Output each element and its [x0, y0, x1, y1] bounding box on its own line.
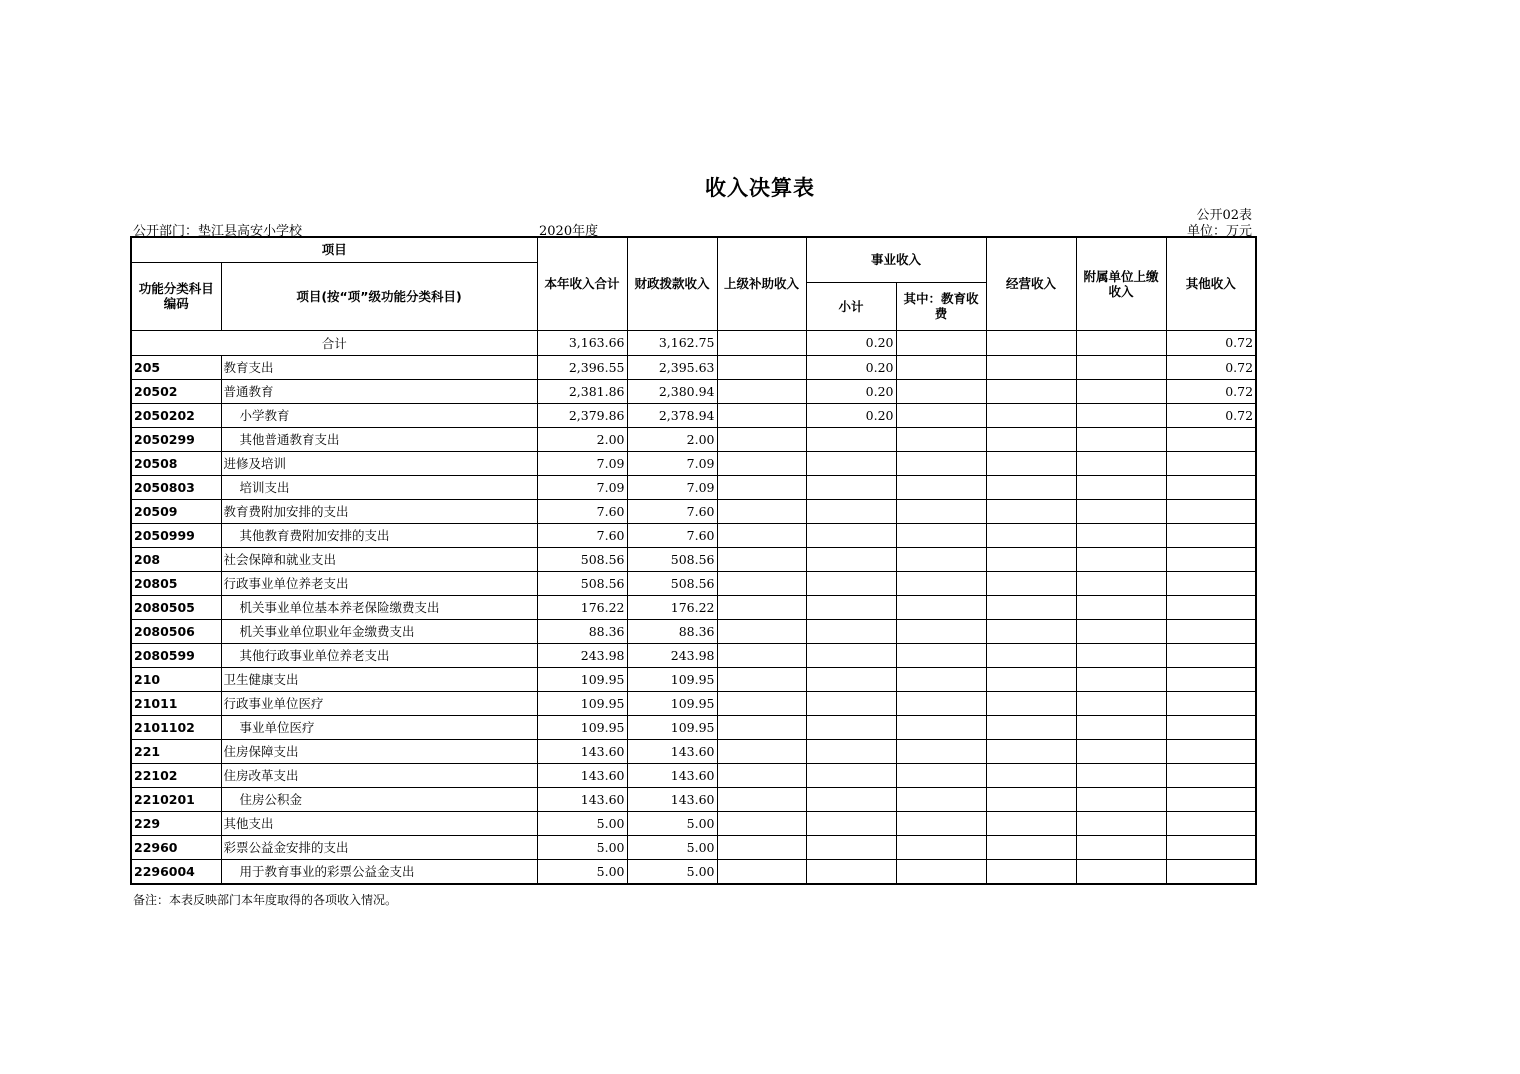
row-edu	[896, 523, 986, 547]
row-fiscal: 5.00	[627, 835, 717, 859]
row-operating	[986, 811, 1076, 835]
row-superior	[717, 835, 806, 859]
row-operating	[986, 355, 1076, 379]
table-row	[131, 739, 1256, 763]
footnote: 备注：本表反映部门本年度取得的各项收入情况。	[133, 893, 398, 907]
row-operating	[986, 379, 1076, 403]
total-total: 3,163.66	[537, 330, 627, 355]
row-edu	[896, 763, 986, 787]
row-other	[1166, 451, 1256, 475]
row-name: 用于教育事业的彩票公益金支出	[221, 859, 537, 884]
row-fiscal: 2.00	[627, 427, 717, 451]
row-fiscal: 508.56	[627, 571, 717, 595]
row-operating	[986, 451, 1076, 475]
row-operating	[986, 643, 1076, 667]
row-name: 住房公积金	[221, 787, 537, 811]
row-affiliated	[1076, 571, 1166, 595]
row-operating	[986, 595, 1076, 619]
row-affiliated	[1076, 451, 1166, 475]
row-other	[1166, 643, 1256, 667]
row-affiliated	[1076, 379, 1166, 403]
row-superior	[717, 691, 806, 715]
row-fiscal: 7.60	[627, 499, 717, 523]
row-subtotal	[806, 643, 896, 667]
table-row	[131, 523, 1256, 547]
header-affiliated: 附属单位上缴收入	[1076, 237, 1166, 330]
row-superior	[717, 355, 806, 379]
row-code: 2050803	[131, 475, 221, 499]
header-total: 本年收入合计	[537, 237, 627, 330]
row-code: 20502	[131, 379, 221, 403]
row-other	[1166, 835, 1256, 859]
row-operating	[986, 835, 1076, 859]
row-name: 小学教育	[221, 403, 537, 427]
table-row	[131, 403, 1256, 427]
row-code: 2080506	[131, 619, 221, 643]
row-total: 5.00	[537, 835, 627, 859]
row-subtotal: 0.20	[806, 355, 896, 379]
row-subtotal: 0.20	[806, 379, 896, 403]
row-fiscal: 109.95	[627, 715, 717, 739]
row-total: 243.98	[537, 643, 627, 667]
row-fiscal: 143.60	[627, 763, 717, 787]
row-subtotal	[806, 667, 896, 691]
row-operating	[986, 739, 1076, 763]
row-other	[1166, 859, 1256, 884]
row-other	[1166, 547, 1256, 571]
row-operating	[986, 763, 1076, 787]
row-name: 彩票公益金安排的支出	[221, 835, 537, 859]
table-row	[131, 595, 1256, 619]
row-subtotal	[806, 523, 896, 547]
row-name: 其他教育费附加安排的支出	[221, 523, 537, 547]
table-row	[131, 451, 1256, 475]
row-code: 221	[131, 739, 221, 763]
row-total: 109.95	[537, 667, 627, 691]
row-subtotal	[806, 451, 896, 475]
row-total: 2,396.55	[537, 355, 627, 379]
row-total: 7.60	[537, 523, 627, 547]
row-total: 2,381.86	[537, 379, 627, 403]
row-name: 事业单位医疗	[221, 715, 537, 739]
row-code: 2080599	[131, 643, 221, 667]
row-name: 教育支出	[221, 355, 537, 379]
row-name: 行政事业单位医疗	[221, 691, 537, 715]
table-row	[131, 475, 1256, 499]
row-other: 0.72	[1166, 403, 1256, 427]
row-edu	[896, 403, 986, 427]
total-superior	[717, 330, 806, 355]
row-edu	[896, 859, 986, 884]
row-subtotal	[806, 571, 896, 595]
table-row	[131, 499, 1256, 523]
total-row	[131, 330, 1256, 355]
row-subtotal	[806, 595, 896, 619]
row-affiliated	[1076, 475, 1166, 499]
table-row	[131, 571, 1256, 595]
table-row	[131, 379, 1256, 403]
row-edu	[896, 811, 986, 835]
row-edu	[896, 667, 986, 691]
row-total: 2,379.86	[537, 403, 627, 427]
row-code: 229	[131, 811, 221, 835]
row-subtotal	[806, 427, 896, 451]
total-operating	[986, 330, 1076, 355]
row-other	[1166, 595, 1256, 619]
row-fiscal: 2,395.63	[627, 355, 717, 379]
row-total: 7.09	[537, 475, 627, 499]
row-subtotal	[806, 499, 896, 523]
row-code: 20509	[131, 499, 221, 523]
row-superior	[717, 619, 806, 643]
table-row	[131, 619, 1256, 643]
row-total: 508.56	[537, 547, 627, 571]
row-total: 143.60	[537, 787, 627, 811]
row-superior	[717, 523, 806, 547]
row-code: 20805	[131, 571, 221, 595]
row-affiliated	[1076, 355, 1166, 379]
row-subtotal	[806, 811, 896, 835]
table-row	[131, 859, 1256, 884]
row-edu	[896, 427, 986, 451]
row-edu	[896, 571, 986, 595]
header-business-edu: 其中：教育收费	[896, 282, 986, 330]
row-superior	[717, 499, 806, 523]
row-edu	[896, 835, 986, 859]
total-fiscal: 3,162.75	[627, 330, 717, 355]
row-total: 508.56	[537, 571, 627, 595]
row-operating	[986, 475, 1076, 499]
row-fiscal: 2,378.94	[627, 403, 717, 427]
row-code: 22102	[131, 763, 221, 787]
row-code: 2210201	[131, 787, 221, 811]
table-row	[131, 763, 1256, 787]
row-affiliated	[1076, 547, 1166, 571]
row-total: 5.00	[537, 859, 627, 884]
row-fiscal: 243.98	[627, 643, 717, 667]
row-operating	[986, 547, 1076, 571]
row-subtotal	[806, 691, 896, 715]
row-superior	[717, 427, 806, 451]
row-superior	[717, 643, 806, 667]
total-label: 合计	[131, 330, 537, 355]
row-code: 208	[131, 547, 221, 571]
row-name: 进修及培训	[221, 451, 537, 475]
row-other	[1166, 691, 1256, 715]
row-edu	[896, 619, 986, 643]
row-edu	[896, 475, 986, 499]
row-subtotal	[806, 715, 896, 739]
row-superior	[717, 859, 806, 884]
row-other	[1166, 715, 1256, 739]
header-other: 其他收入	[1166, 237, 1256, 330]
row-other	[1166, 475, 1256, 499]
row-name: 普通教育	[221, 379, 537, 403]
row-edu	[896, 451, 986, 475]
row-edu	[896, 595, 986, 619]
row-name: 住房保障支出	[221, 739, 537, 763]
row-affiliated	[1076, 835, 1166, 859]
table-row	[131, 547, 1256, 571]
row-other	[1166, 499, 1256, 523]
page-title: 收入决算表	[705, 176, 815, 200]
unit-label: 单位：万元	[1186, 224, 1252, 239]
row-other: 0.72	[1166, 379, 1256, 403]
row-affiliated	[1076, 859, 1166, 884]
row-total: 88.36	[537, 619, 627, 643]
table-code-label: 公开02表	[1196, 208, 1252, 223]
row-code: 22960	[131, 835, 221, 859]
row-operating	[986, 619, 1076, 643]
row-fiscal: 7.09	[627, 451, 717, 475]
row-other	[1166, 811, 1256, 835]
year-label: 2020年度	[539, 224, 599, 239]
table-row	[131, 667, 1256, 691]
row-superior	[717, 763, 806, 787]
row-subtotal	[806, 859, 896, 884]
row-operating	[986, 427, 1076, 451]
row-fiscal: 143.60	[627, 739, 717, 763]
row-superior	[717, 595, 806, 619]
row-affiliated	[1076, 595, 1166, 619]
table-row	[131, 691, 1256, 715]
total-business-subtotal: 0.20	[806, 330, 896, 355]
row-other	[1166, 787, 1256, 811]
row-name: 其他支出	[221, 811, 537, 835]
row-other	[1166, 667, 1256, 691]
row-code: 20508	[131, 451, 221, 475]
row-subtotal	[806, 787, 896, 811]
row-affiliated	[1076, 667, 1166, 691]
row-edu	[896, 739, 986, 763]
row-edu	[896, 715, 986, 739]
row-subtotal	[806, 547, 896, 571]
row-operating	[986, 691, 1076, 715]
income-table	[130, 236, 1257, 885]
row-fiscal: 143.60	[627, 787, 717, 811]
row-superior	[717, 403, 806, 427]
row-total: 143.60	[537, 739, 627, 763]
header-superior: 上级补助收入	[717, 237, 806, 330]
table-row	[131, 811, 1256, 835]
row-other	[1166, 571, 1256, 595]
row-other: 0.72	[1166, 355, 1256, 379]
row-total: 109.95	[537, 715, 627, 739]
row-operating	[986, 715, 1076, 739]
row-superior	[717, 667, 806, 691]
row-name: 住房改革支出	[221, 763, 537, 787]
row-total: 176.22	[537, 595, 627, 619]
row-affiliated	[1076, 427, 1166, 451]
total-affiliated	[1076, 330, 1166, 355]
table-row	[131, 715, 1256, 739]
table-row	[131, 643, 1256, 667]
department-label: 公开部门：垫江县高安小学校	[133, 224, 303, 239]
row-code: 2050299	[131, 427, 221, 451]
row-subtotal	[806, 475, 896, 499]
row-fiscal: 109.95	[627, 691, 717, 715]
row-edu	[896, 547, 986, 571]
row-other	[1166, 619, 1256, 643]
row-total: 7.60	[537, 499, 627, 523]
row-code: 21011	[131, 691, 221, 715]
row-fiscal: 5.00	[627, 859, 717, 884]
row-superior	[717, 715, 806, 739]
row-other	[1166, 427, 1256, 451]
row-superior	[717, 547, 806, 571]
row-superior	[717, 739, 806, 763]
header-func-code: 功能分类科目编码	[131, 262, 221, 330]
row-affiliated	[1076, 619, 1166, 643]
row-edu	[896, 643, 986, 667]
row-total: 2.00	[537, 427, 627, 451]
row-code: 2050202	[131, 403, 221, 427]
row-name: 卫生健康支出	[221, 667, 537, 691]
row-fiscal: 109.95	[627, 667, 717, 691]
row-code: 2296004	[131, 859, 221, 884]
table-row	[131, 787, 1256, 811]
row-other	[1166, 523, 1256, 547]
row-subtotal: 0.20	[806, 403, 896, 427]
row-code: 2101102	[131, 715, 221, 739]
row-total: 109.95	[537, 691, 627, 715]
row-fiscal: 2,380.94	[627, 379, 717, 403]
row-affiliated	[1076, 403, 1166, 427]
header-business-subtotal: 小计	[806, 282, 896, 330]
row-fiscal: 7.09	[627, 475, 717, 499]
row-superior	[717, 475, 806, 499]
row-fiscal: 7.60	[627, 523, 717, 547]
row-superior	[717, 787, 806, 811]
row-name: 机关事业单位基本养老保险缴费支出	[221, 595, 537, 619]
row-other	[1166, 763, 1256, 787]
row-name: 其他普通教育支出	[221, 427, 537, 451]
row-name: 培训支出	[221, 475, 537, 499]
row-fiscal: 88.36	[627, 619, 717, 643]
row-superior	[717, 379, 806, 403]
row-affiliated	[1076, 763, 1166, 787]
header-fiscal: 财政拨款收入	[627, 237, 717, 330]
row-code: 2080505	[131, 595, 221, 619]
row-edu	[896, 499, 986, 523]
row-fiscal: 508.56	[627, 547, 717, 571]
row-operating	[986, 499, 1076, 523]
row-affiliated	[1076, 523, 1166, 547]
row-operating	[986, 571, 1076, 595]
header-business-group: 事业收入	[806, 237, 986, 282]
total-other: 0.72	[1166, 330, 1256, 355]
row-subtotal	[806, 739, 896, 763]
table-row	[131, 355, 1256, 379]
row-name: 教育费附加安排的支出	[221, 499, 537, 523]
row-affiliated	[1076, 715, 1166, 739]
row-operating	[986, 523, 1076, 547]
row-edu	[896, 787, 986, 811]
row-operating	[986, 787, 1076, 811]
header-item-group: 项目	[131, 237, 537, 262]
header-operating: 经营收入	[986, 237, 1076, 330]
row-fiscal: 5.00	[627, 811, 717, 835]
table-row	[131, 427, 1256, 451]
row-subtotal	[806, 619, 896, 643]
row-name: 其他行政事业单位养老支出	[221, 643, 537, 667]
row-edu	[896, 379, 986, 403]
row-total: 143.60	[537, 763, 627, 787]
table-row	[131, 835, 1256, 859]
row-operating	[986, 667, 1076, 691]
total-business-edu	[896, 330, 986, 355]
row-affiliated	[1076, 691, 1166, 715]
row-code: 2050999	[131, 523, 221, 547]
row-total: 5.00	[537, 811, 627, 835]
row-fiscal: 176.22	[627, 595, 717, 619]
row-operating	[986, 859, 1076, 884]
row-affiliated	[1076, 499, 1166, 523]
row-code: 210	[131, 667, 221, 691]
row-code: 205	[131, 355, 221, 379]
row-superior	[717, 451, 806, 475]
row-superior	[717, 811, 806, 835]
row-total: 7.09	[537, 451, 627, 475]
row-affiliated	[1076, 787, 1166, 811]
row-superior	[717, 571, 806, 595]
row-edu	[896, 691, 986, 715]
row-subtotal	[806, 835, 896, 859]
row-name: 行政事业单位养老支出	[221, 571, 537, 595]
row-other	[1166, 739, 1256, 763]
row-affiliated	[1076, 739, 1166, 763]
row-subtotal	[806, 763, 896, 787]
row-operating	[986, 403, 1076, 427]
row-affiliated	[1076, 811, 1166, 835]
row-affiliated	[1076, 643, 1166, 667]
header-item-name: 项目(按“项”级功能分类科目)	[221, 262, 537, 330]
row-name: 社会保障和就业支出	[221, 547, 537, 571]
row-name: 机关事业单位职业年金缴费支出	[221, 619, 537, 643]
row-edu	[896, 355, 986, 379]
